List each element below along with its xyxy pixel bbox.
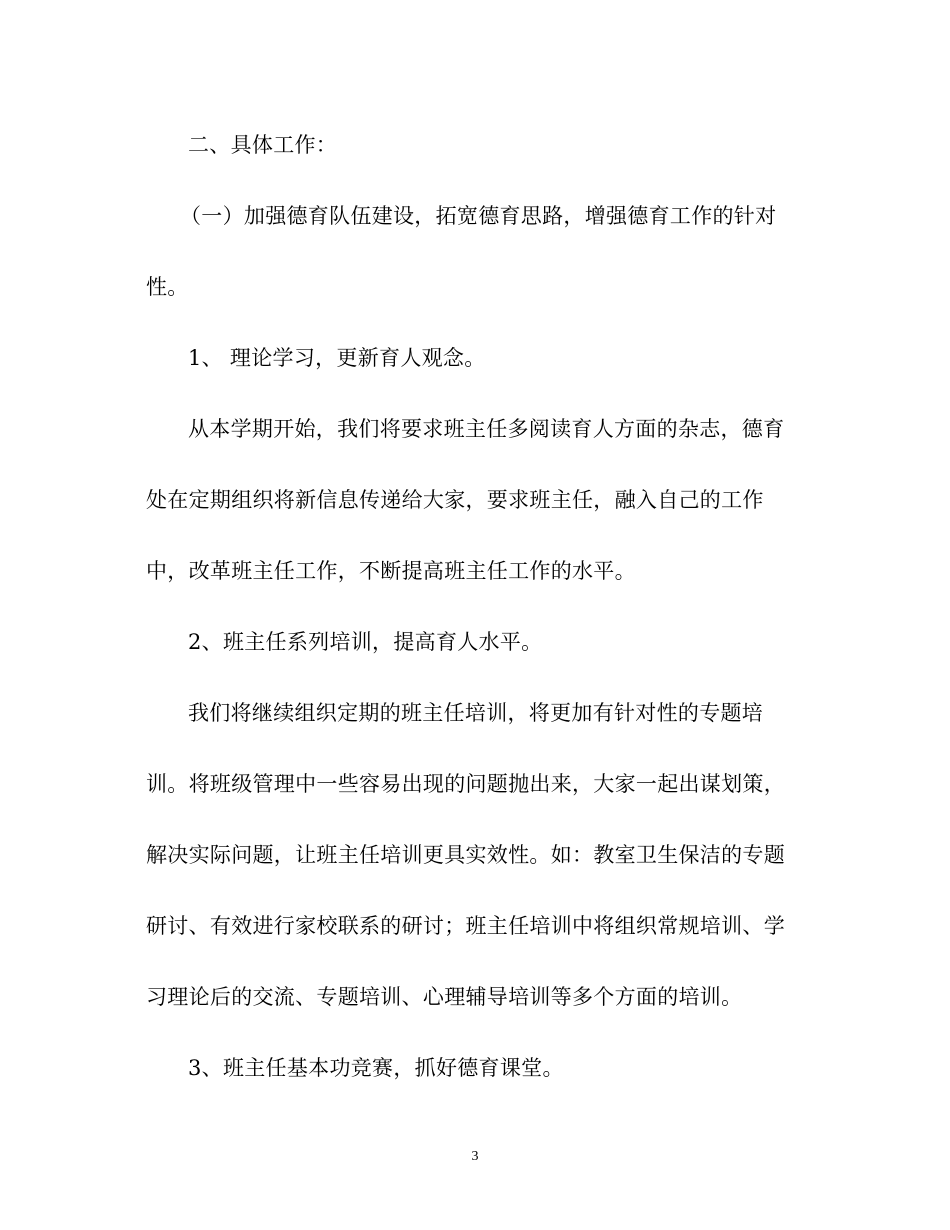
- item-heading-3: 3、班主任基本功竞赛，抓好德育课堂。: [188, 1056, 564, 1080]
- paragraph-line: 中，改革班主任工作，不断提高班主任工作的水平。: [146, 559, 636, 583]
- subsection-heading-continued: 性。: [146, 275, 189, 299]
- item-heading-1: 1、 理论学习，更新育人观念。: [188, 346, 486, 370]
- section-heading: 二、具体工作：: [188, 133, 338, 157]
- paragraph-line: 我们将继续组织定期的班主任培训，将更加有针对性的专题培: [188, 701, 764, 725]
- paragraph-line: 处在定期组织将新信息传递给大家，要求班主任，融入自己的工作: [146, 488, 764, 512]
- page-number: 3: [471, 1149, 479, 1164]
- document-body: [146, 125, 808, 1119]
- paragraph-line: 研讨、有效进行家校联系的研讨；班主任培训中将组织常规培训、学: [146, 914, 785, 938]
- paragraph-line: 从本学期开始，我们将要求班主任多阅读育人方面的杂志，德育: [188, 417, 785, 441]
- subsection-heading: （一）加强德育队伍建设，拓宽德育思路，增强德育工作的针对: [180, 204, 777, 228]
- item-heading-2: 2、班主任系列培训，提高育人水平。: [188, 630, 543, 654]
- paragraph-line: 习理论后的交流、专题培训、心理辅导培训等多个方面的培训。: [146, 985, 743, 1009]
- paragraph-line: 解决实际问题，让班主任培训更具实效性。如：教室卫生保洁的专题: [146, 843, 785, 867]
- paragraph-line: 训。将班级管理中一些容易出现的问题抛出来，大家一起出谋划策，: [146, 772, 785, 796]
